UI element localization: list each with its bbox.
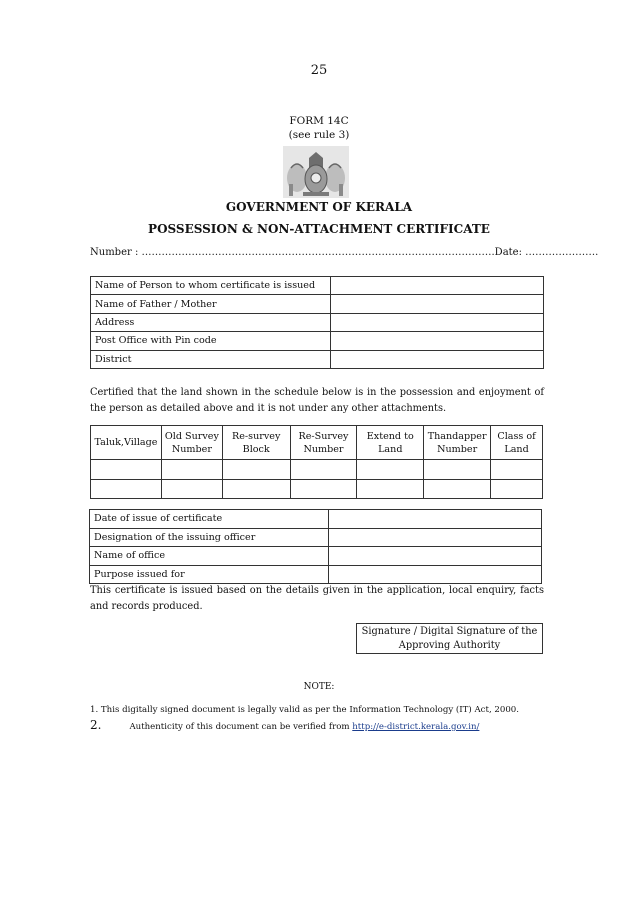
person-field-label: Name of Person to whom certificate is issued xyxy=(91,277,331,295)
issue-field-label: Date of issue of certificate xyxy=(90,510,329,529)
land-cell[interactable] xyxy=(424,479,491,499)
person-details-table xyxy=(90,276,544,369)
land-cell[interactable] xyxy=(161,460,222,480)
issue-field-value[interactable] xyxy=(329,510,542,529)
issue-row xyxy=(90,528,542,547)
verification-link[interactable]: http://e-district.kerala.gov.in/ xyxy=(352,722,480,732)
issue-row xyxy=(90,547,542,566)
note-item-2-text: Authenticity of this document can be verified from xyxy=(129,722,353,732)
form-heading xyxy=(240,114,398,142)
issue-row xyxy=(90,565,542,584)
person-field-label: Address xyxy=(91,313,331,331)
kerala-emblem-icon xyxy=(283,146,349,198)
issue-details-table xyxy=(89,509,542,584)
land-cell[interactable] xyxy=(290,479,357,499)
person-field-value[interactable] xyxy=(331,295,544,313)
person-row xyxy=(91,295,544,313)
note-item-1: 1. This digitally signed document is legally valid as per the Information Technology (IT) Act, 2000. xyxy=(90,705,520,715)
land-cell[interactable] xyxy=(491,460,543,480)
issue-field-label: Purpose issued for xyxy=(90,565,329,584)
land-column-header: Old Survey Number xyxy=(161,426,222,460)
issue-field-value[interactable] xyxy=(329,528,542,547)
signature-line2: Approving Authority xyxy=(398,640,501,651)
person-row xyxy=(91,350,544,368)
person-field-value[interactable] xyxy=(331,350,544,368)
certificate-title: POSSESSION & NON-ATTACHMENT CERTIFICATE xyxy=(148,222,490,236)
note-item-2 xyxy=(90,718,479,732)
land-column-header: Taluk,Village xyxy=(91,426,162,460)
land-column-header: Extend to Land xyxy=(357,426,424,460)
land-cell[interactable] xyxy=(161,479,222,499)
issued-paragraph: This certificate is issued based on the details given in the application, local enquiry, facts and records produced. xyxy=(90,585,544,612)
issue-field-label: Designation of the issuing officer xyxy=(90,528,329,547)
land-cell[interactable] xyxy=(91,479,162,499)
signature-box xyxy=(356,623,543,654)
issue-field-label: Name of office xyxy=(90,547,329,566)
person-field-value[interactable] xyxy=(331,277,544,295)
person-row xyxy=(91,277,544,295)
number-date-line: Number : …………………………………………………………………………………………….Date: …………………. xyxy=(90,247,599,258)
land-row xyxy=(91,460,543,480)
land-cell[interactable] xyxy=(424,460,491,480)
person-field-value[interactable] xyxy=(331,313,544,331)
page-number: 25 xyxy=(310,63,328,78)
note-heading: NOTE: xyxy=(303,682,335,692)
land-column-header: Class of Land xyxy=(491,426,543,460)
person-row xyxy=(91,332,544,350)
person-field-label: Name of Father / Mother xyxy=(91,295,331,313)
land-cell[interactable] xyxy=(222,479,290,499)
land-cell[interactable] xyxy=(222,460,290,480)
signature-line1: Signature / Digital Signature of the xyxy=(361,626,538,637)
land-column-header: Thandapper Number xyxy=(424,426,491,460)
person-field-label: Post Office with Pin code xyxy=(91,332,331,350)
note-item-2-number: 2. xyxy=(90,718,102,732)
land-cell[interactable] xyxy=(290,460,357,480)
land-row xyxy=(91,479,543,499)
land-cell[interactable] xyxy=(357,479,424,499)
person-field-value[interactable] xyxy=(331,332,544,350)
issue-row xyxy=(90,510,542,529)
issue-field-value[interactable] xyxy=(329,547,542,566)
form-rule: (see rule 3) xyxy=(288,129,350,141)
person-row xyxy=(91,313,544,331)
land-schedule-table xyxy=(90,425,543,499)
land-column-header: Re-survey Block xyxy=(222,426,290,460)
certified-paragraph: Certified that the land shown in the schedule below is in the possession and enjoyment of the person as detailed above and it is not under any other attachments. xyxy=(90,387,544,414)
issue-field-value[interactable] xyxy=(329,565,542,584)
person-field-label: District xyxy=(91,350,331,368)
land-cell[interactable] xyxy=(491,479,543,499)
land-cell[interactable] xyxy=(91,460,162,480)
form-number: FORM 14C xyxy=(289,115,349,127)
land-cell[interactable] xyxy=(357,460,424,480)
government-heading: GOVERNMENT OF KERALA xyxy=(225,200,413,214)
land-header-row xyxy=(91,426,543,460)
land-column-header: Re-Survey Number xyxy=(290,426,357,460)
